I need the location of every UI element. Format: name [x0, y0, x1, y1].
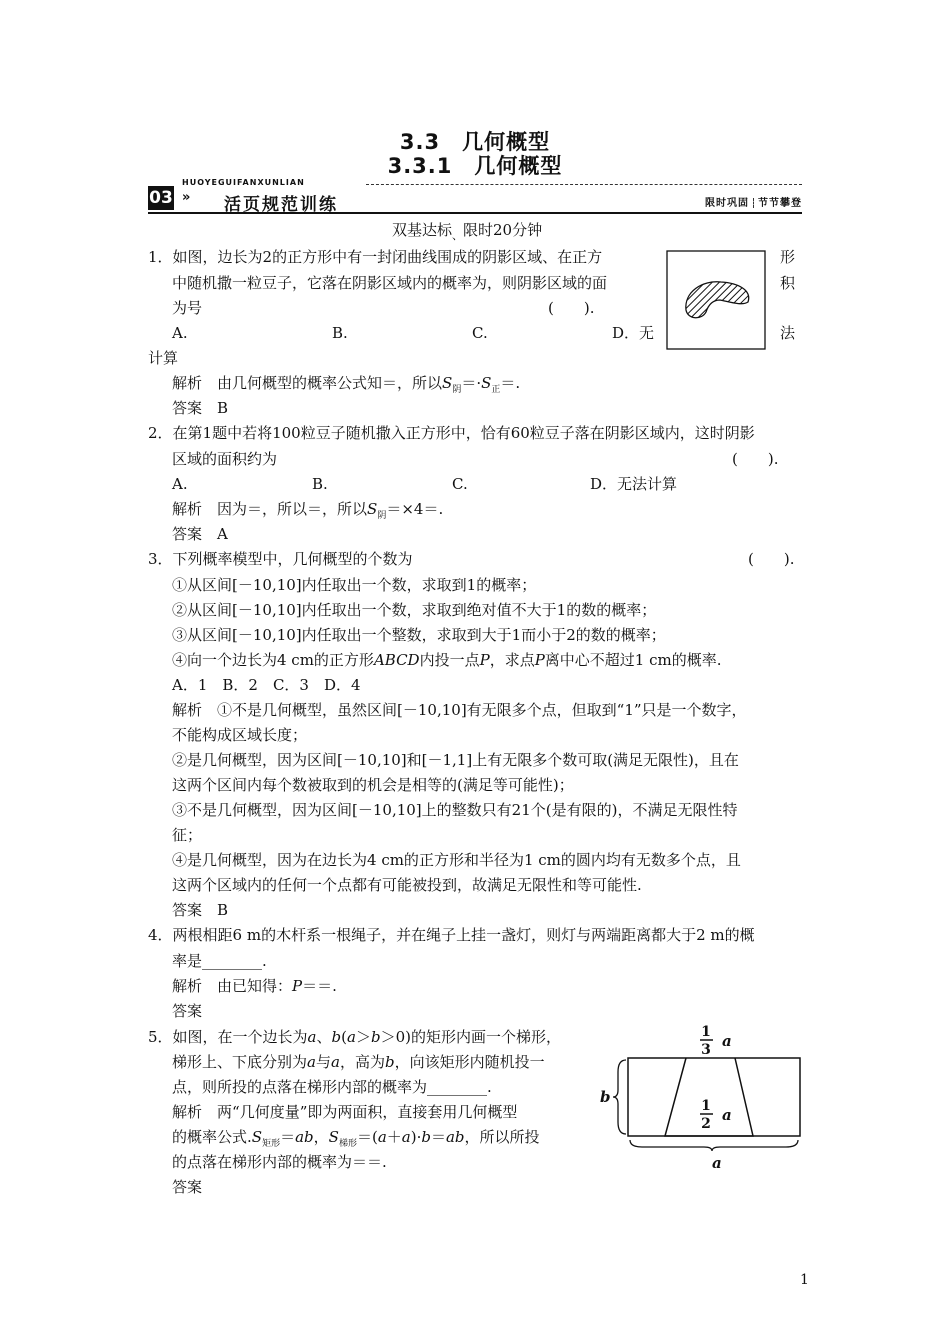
q4-line-1: 4．两根相距6 m的木杆系一根绳子，并在绳子上挂一盏灯，则灯与两端距离都大于2 m的概 [148, 926, 755, 944]
q4-line-2: 率是________. [172, 952, 267, 970]
shaded-region [686, 282, 749, 318]
chevron-right-icon: » [182, 190, 191, 205]
q2-line-2: 区域的面积约为 [172, 450, 278, 468]
banner-right-a: 限时巩固 [705, 198, 749, 209]
q1-line-3: 为号 [172, 299, 203, 317]
fig-top-den: 3 [701, 1042, 711, 1058]
q3-solution-5: ③不是几何概型，因为区间[－10,10]上的整数只有21个(是有限的)，不满足无限性特 [172, 801, 738, 819]
q3-options: A．1 B．2 C．3 D．4 [172, 676, 361, 694]
q1-line-1: 1．如图，边长为2的正方形中有一封闭曲线围成的阴影区域、在正方 [148, 248, 603, 266]
q3-line-1: 3．下列概率模型中，几何概型的个数为 [148, 550, 413, 568]
section-heading: 双基达标$_、$限时20分钟 [392, 221, 543, 242]
q2-option-b: B. [312, 475, 328, 493]
banner-right-b: 节节攀登 [758, 198, 802, 209]
q2-answer: 答案 A [172, 525, 228, 543]
q1-solution: 解析 由几何概型的概率公式知＝，所以$S_阴=\cdot S_正=$. [172, 374, 521, 395]
q2-paren: ( ). [732, 450, 779, 468]
q4-solution: 解析 由已知得：P＝＝. [172, 977, 337, 995]
brace-left [613, 1060, 626, 1134]
fig-label-a: a [712, 1154, 722, 1172]
q5-line-1: 5．如图，在一个边长为a、b(a＞b＞0)的矩形内画一个梯形， [148, 1028, 561, 1046]
q5-line-3: 点，则所投的点落在梯形内部的概率为________. [172, 1078, 492, 1096]
section-banner [148, 174, 802, 214]
fig-mid-a: a [722, 1106, 732, 1124]
q1-option-b: B. [332, 324, 348, 342]
q3-solution-1: 解析 ①不是几何概型，虽然区间[－10,10]有无限多个点，但取到“1”只是一个数字， [172, 701, 747, 719]
fig-top-num: 1 [701, 1024, 711, 1040]
banner-number: 03 [149, 188, 173, 208]
q2-solution: 解析 因为＝，所以＝，所以$S_阴=\times 4=$. [172, 500, 444, 521]
q5-answer: 答案 [172, 1178, 203, 1196]
q1-option-d: D．无 [612, 324, 655, 342]
q1-paren: ( ). [548, 299, 595, 317]
banner-right-label [705, 194, 802, 209]
q4-answer: 答案 [172, 1002, 203, 1020]
q3-solution-2: 不能构成区域长度； [172, 726, 308, 744]
q1-side-1: 形 [780, 248, 796, 266]
q1-side-2: 积 [780, 274, 796, 292]
q2-option-d: D．无法计算 [590, 475, 678, 493]
q3-paren: ( ). [748, 550, 795, 568]
q5-figure [596, 1018, 806, 1173]
q1-answer: 答案 B [172, 399, 229, 417]
q1-side-3: 法 [780, 324, 796, 342]
banner-separator [753, 198, 754, 208]
fig-mid-den: 2 [701, 1116, 711, 1132]
q3-solution-4: 这两个区间内每个数被取到的机会是相等的(满足等可能性)； [172, 776, 574, 794]
q3-solution-3: ②是几何概型，因为区间[－10,10]和[－1,1]上有无限多个数可取(满足无限性)，且在 [172, 751, 739, 769]
q3-answer: 答案 B [172, 901, 229, 919]
q2-option-a: A. [172, 475, 188, 493]
q1-figure [666, 250, 766, 350]
q5-line-2: 梯形上、下底分别为a与a，高为b，向该矩形内随机投一 [172, 1053, 545, 1071]
q5-solution-2: 的概率公式$.S_{矩形}=ab$，$S_{梯形}=(a+a)\cdot b=ab$，所以所投 [172, 1128, 540, 1149]
banner-rule [148, 212, 802, 214]
fig-mid-num: 1 [701, 1098, 711, 1114]
rectangle [628, 1058, 800, 1136]
q3-solution-6: 征； [172, 826, 203, 844]
brace-bottom [630, 1140, 798, 1151]
banner-dashed-rule [366, 184, 802, 185]
q5-solution-1: 解析 两“几何度量”即为两面积，直接套用几何概型 [172, 1103, 518, 1121]
banner-title: 活页规范训练 [224, 195, 338, 215]
q5-solution-3: 的点落在梯形内部的概率为＝＝. [172, 1153, 387, 1171]
q2-option-c: C. [452, 475, 468, 493]
q1-option-a: A. [172, 324, 188, 342]
q3-item-1: ①从区间[－10,10]内任取出一个数，求取到1的概率； [172, 576, 537, 594]
page-title: 3.3 几何概型 [399, 130, 551, 154]
q2-line-1: 2．在第1题中若将100粒豆子随机撒入正方形中，恰有60粒豆子落在阴影区域内，这时阴影 [148, 424, 755, 442]
page-subtitle: 3.3.1 几何概型 [387, 154, 563, 178]
banner-pinyin: HUOYEGUIFANXUNLIAN [182, 178, 305, 187]
q3-item-3: ③从区间[－10,10]内任取出一个整数，求取到大于1而小于2的数的概率； [172, 626, 666, 644]
q3-solution-8: 这两个区域内的任何一个点都有可能被投到，故满足无限性和等可能性. [172, 876, 642, 894]
q1-line-2: 中随机撒一粒豆子，它落在阴影区域内的概率为，则阴影区域的面 [172, 274, 608, 292]
q3-item-4: ④向一个边长为4 cm的正方形ABCD内投一点P，求点P离中心不超过1 cm的概率. [172, 651, 722, 669]
q3-item-2: ②从区间[－10,10]内任取出一个数，求取到绝对值不大于1的数的概率； [172, 601, 657, 619]
fig-label-b: b [600, 1088, 611, 1106]
q1-option-c: C. [472, 324, 488, 342]
q3-solution-7: ④是几何概型，因为在边长为4 cm的正方形和半径为1 cm的圆内均有无数多个点，且 [172, 851, 741, 869]
fig-top-a: a [722, 1032, 732, 1050]
q1-wrap: 计算 [148, 349, 179, 367]
page-number: 1 [800, 1272, 809, 1288]
